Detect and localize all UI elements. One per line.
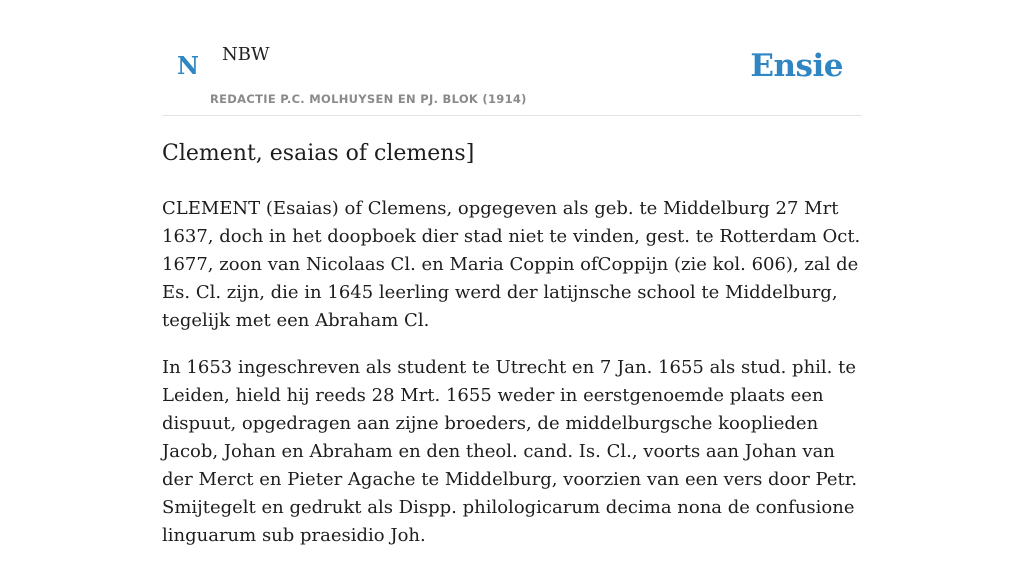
source-name-link[interactable]: NBW (222, 44, 270, 65)
article-title: Clement, esaias of clemens] (162, 141, 475, 166)
header (162, 0, 862, 116)
source-editors: REDACTIE P.C. MOLHUYSEN EN PJ. BLOK (1914) (210, 92, 527, 106)
brand-logo[interactable]: Ensie (750, 48, 843, 84)
article-paragraph-2: In 1653 ingeschreven als student te Utrecht en 7 Jan. 1655 als stud. phil. te Leiden, hield hij reeds 28 Mrt. 1655 weder in eerstgenoemde plaats een dispuut, opgedragen aan zijne broeders, de middelburgsche kooplieden Jacob, Johan en Abraham en den theol. cand. Is. Cl., voorts aan Johan van der Merct en Pieter Agache te Middelburg, voorzien van een vers door Petr. Smijtegelt en gedrukt als Dispp. philologicarum decima nona de confusione linguarum sub praesidio Joh. (162, 357, 858, 546)
article-paragraph-1: CLEMENT (Esaias) of Clemens, opgegeven als geb. te Middelburg 27 Mrt 1637, doch in het doopboek dier stad niet te vinden, gest. te Rotterdam Oct. 1677, zoon van Nicolaas Cl. en Maria Coppin ofCoppijn (zie kol. 606), zal de Es. Cl. zijn, die in 1645 leerling werd der latijnsche school te Middelburg, tegelijk met een Abraham Cl. (162, 198, 861, 331)
source-logo-icon[interactable]: N (177, 51, 199, 80)
article (162, 137, 862, 569)
